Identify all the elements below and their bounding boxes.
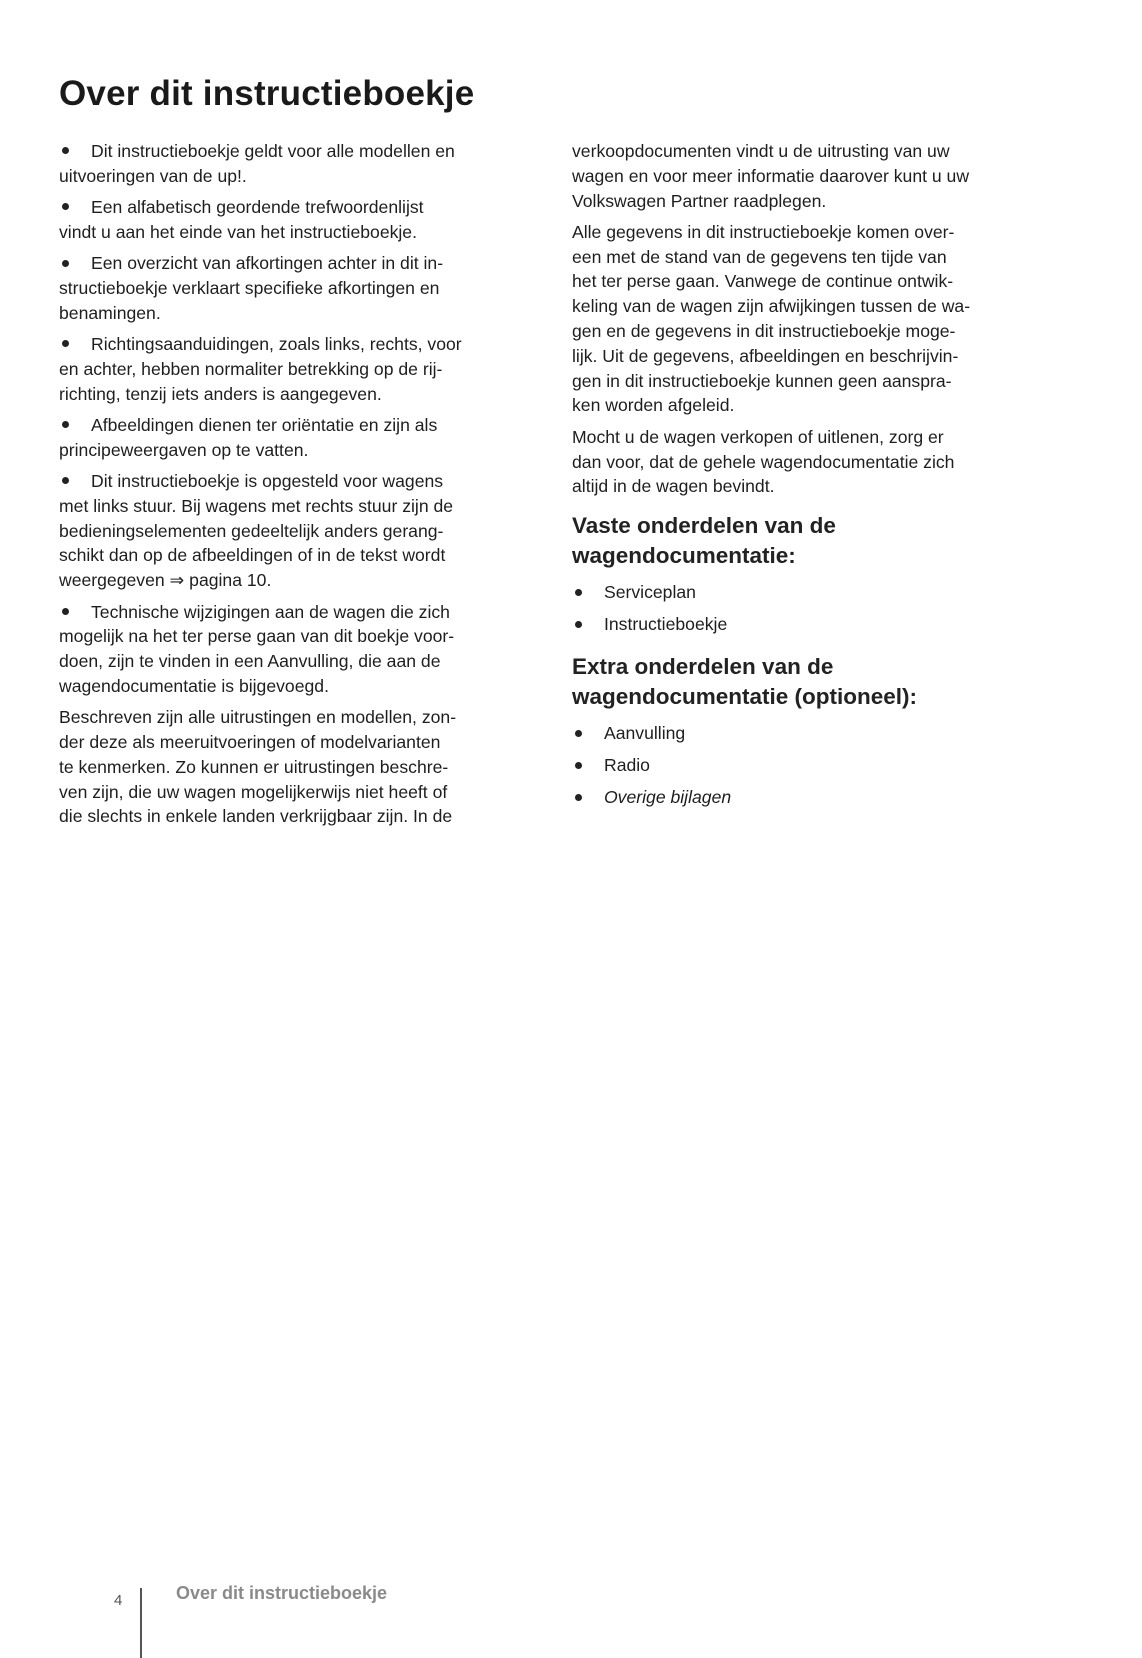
text-line — [572, 369, 1052, 394]
heading-line: wagendocumentatie (optioneel): — [572, 683, 918, 709]
line-text: Richtingsaanduidingen, zoals links, rechts, voor — [91, 334, 462, 355]
text-line — [59, 804, 539, 829]
bullet-icon — [572, 576, 604, 608]
line-text: benamingen. — [59, 302, 161, 323]
text-line — [59, 220, 539, 245]
text-line — [59, 543, 539, 568]
text-line — [59, 755, 539, 780]
text-line — [572, 319, 1052, 344]
line-text: Mocht u de wagen verkopen of uitlenen, zorg er — [572, 426, 944, 447]
bullet-paragraph — [59, 139, 539, 189]
text-line — [59, 438, 539, 463]
text-line — [59, 332, 539, 357]
line-text: Dit instructieboekje is opgesteld voor wagens — [91, 471, 444, 492]
section-heading — [572, 511, 1052, 570]
bullet-paragraph — [59, 469, 539, 593]
text-line — [59, 730, 539, 755]
bullet-icon — [59, 139, 91, 164]
page-number: 4 — [114, 1592, 123, 1609]
line-text: doen, zijn te vinden in een Aanvulling, die aan de — [59, 651, 441, 672]
line-text: Alle gegevens in dit instructieboekje komen over- — [572, 221, 955, 242]
line-text: lijk. Uit de gegevens, afbeeldingen en beschrijvin- — [572, 345, 959, 366]
bullet-icon — [572, 781, 604, 813]
section-heading — [572, 652, 1052, 711]
bullet-icon — [59, 600, 91, 625]
text-line — [59, 195, 539, 220]
list-item — [572, 749, 1052, 781]
text-line — [59, 519, 539, 544]
line-text: Een alfabetisch geordende trefwoordenlijst — [91, 197, 424, 218]
line-text: der deze als meeruitvoeringen of modelvarianten — [59, 732, 441, 753]
line-text: structieboekje verklaart specifieke afkortingen en — [59, 277, 440, 298]
paragraph — [572, 220, 1052, 418]
bullet-paragraph — [59, 195, 539, 245]
text-line — [572, 269, 1052, 294]
list-item — [572, 717, 1052, 749]
footer-title: Over dit instructieboekje — [176, 1583, 388, 1603]
line-text: keling van de wagen zijn afwijkingen tussen de wa- — [572, 296, 971, 317]
text-line — [572, 189, 1052, 214]
bullet-icon — [572, 608, 604, 640]
bullet-icon — [59, 195, 91, 220]
line-text: Beschreven zijn alle uitrustingen en modellen, zon- — [59, 707, 457, 728]
left-column — [59, 139, 539, 836]
list-item-text: Instructieboekje — [604, 614, 728, 635]
heading-line: Vaste onderdelen van de — [572, 513, 836, 539]
text-line — [59, 568, 539, 593]
list-item-text: Aanvulling — [604, 723, 686, 744]
line-text: vindt u aan het einde van het instructieboekje. — [59, 221, 417, 242]
bullet-paragraph — [59, 413, 539, 463]
line-text: weergegeven ⇒ pagina 10. — [59, 570, 272, 591]
text-line — [572, 344, 1052, 369]
line-text: die slechts in enkele landen verkrijgbaar zijn. In de — [59, 806, 453, 827]
line-text: het ter perse gaan. Vanwege de continue ontwik- — [572, 271, 954, 292]
text-line — [572, 474, 1052, 499]
line-text: met links stuur. Bij wagens met rechts stuur zijn de — [59, 495, 454, 516]
text-line — [59, 780, 539, 805]
text-line — [59, 600, 539, 625]
line-text: dan voor, dat de gehele wagendocumentatie zich — [572, 451, 955, 472]
text-line — [59, 469, 539, 494]
right-column — [572, 139, 1052, 813]
text-line — [59, 382, 539, 407]
bullet-icon — [572, 717, 604, 749]
line-text: wagen en voor meer informatie daarover kunt u uw — [572, 165, 970, 186]
text-line — [59, 251, 539, 276]
list-item-text: Overige bijlagen — [604, 787, 732, 808]
line-text: richting, tenzij iets anders is aangegeven. — [59, 383, 382, 404]
text-line — [59, 139, 539, 164]
line-text: ven zijn, die uw wagen mogelijkerwijs niet heeft of — [59, 781, 448, 802]
list-item — [572, 781, 1052, 813]
bullet-icon — [59, 332, 91, 357]
bullet-icon — [59, 413, 91, 438]
bullet-icon — [59, 251, 91, 276]
line-text: ken worden afgeleid. — [572, 395, 735, 416]
line-text: Dit instructieboekje geldt voor alle modellen en — [91, 141, 455, 161]
text-line — [59, 705, 539, 730]
text-line — [59, 649, 539, 674]
heading-line: Extra onderdelen van de — [572, 654, 834, 680]
text-line — [572, 164, 1052, 189]
bullet-paragraph — [59, 251, 539, 325]
line-text: Een overzicht van afkortingen achter in dit in- — [91, 253, 444, 274]
line-text: uitvoeringen van de up!. — [59, 165, 247, 186]
bullet-paragraph — [59, 332, 539, 406]
text-line — [59, 357, 539, 382]
line-text: Afbeeldingen dienen ter oriëntatie en zijn als — [91, 414, 438, 435]
line-text: Volkswagen Partner raadplegen. — [572, 190, 827, 211]
line-text: schikt dan op de afbeeldingen of in de tekst wordt — [59, 545, 446, 566]
documentation-sections — [572, 511, 1052, 813]
line-text: een met de stand van de gegevens ten tijde van — [572, 246, 947, 267]
line-text: principeweergaven op te vatten. — [59, 439, 309, 460]
list-item-text: Radio — [604, 755, 650, 776]
paragraph — [572, 425, 1052, 499]
heading-line: wagendocumentatie: — [572, 542, 796, 568]
footer-divider — [140, 1588, 142, 1658]
text-line — [59, 301, 539, 326]
line-text: verkoopdocumenten vindt u de uitrusting van uw — [572, 141, 950, 161]
text-line — [572, 294, 1052, 319]
line-text: Technische wijzigingen aan de wagen die zich — [91, 601, 450, 622]
list-item — [572, 576, 1052, 608]
text-line — [572, 450, 1052, 475]
text-line — [572, 245, 1052, 270]
line-text: te kenmerken. Zo kunnen er uitrustingen beschre- — [59, 756, 449, 777]
page-title: Over dit instructieboekje — [59, 74, 475, 113]
line-text: bedieningselementen gedeeltelijk anders gerang- — [59, 520, 444, 541]
line-text: gen in dit instructieboekje kunnen geen aanspra- — [572, 370, 952, 391]
line-text: gen en de gegevens in dit instructieboekje moge- — [572, 321, 956, 342]
text-line — [572, 220, 1052, 245]
line-text: wagendocumentatie is bijgevoegd. — [59, 675, 329, 696]
text-line — [59, 494, 539, 519]
line-text: altijd in de wagen bevindt. — [572, 476, 775, 497]
text-line — [59, 624, 539, 649]
text-line — [59, 276, 539, 301]
text-line — [572, 425, 1052, 450]
bullet-icon — [572, 749, 604, 781]
text-line — [59, 674, 539, 699]
paragraph — [572, 139, 1052, 213]
right-paragraphs — [572, 139, 1052, 499]
text-line — [59, 413, 539, 438]
bullet-icon — [59, 469, 91, 494]
text-line — [572, 139, 1052, 164]
line-text: en achter, hebben normaliter betrekking op de rij- — [59, 358, 443, 379]
list-item-text: Serviceplan — [604, 582, 696, 603]
text-line — [59, 164, 539, 189]
paragraph — [59, 705, 539, 829]
bullet-paragraph — [59, 600, 539, 699]
text-line — [572, 393, 1052, 418]
list-item — [572, 608, 1052, 640]
line-text: mogelijk na het ter perse gaan van dit boekje voor- — [59, 626, 455, 647]
